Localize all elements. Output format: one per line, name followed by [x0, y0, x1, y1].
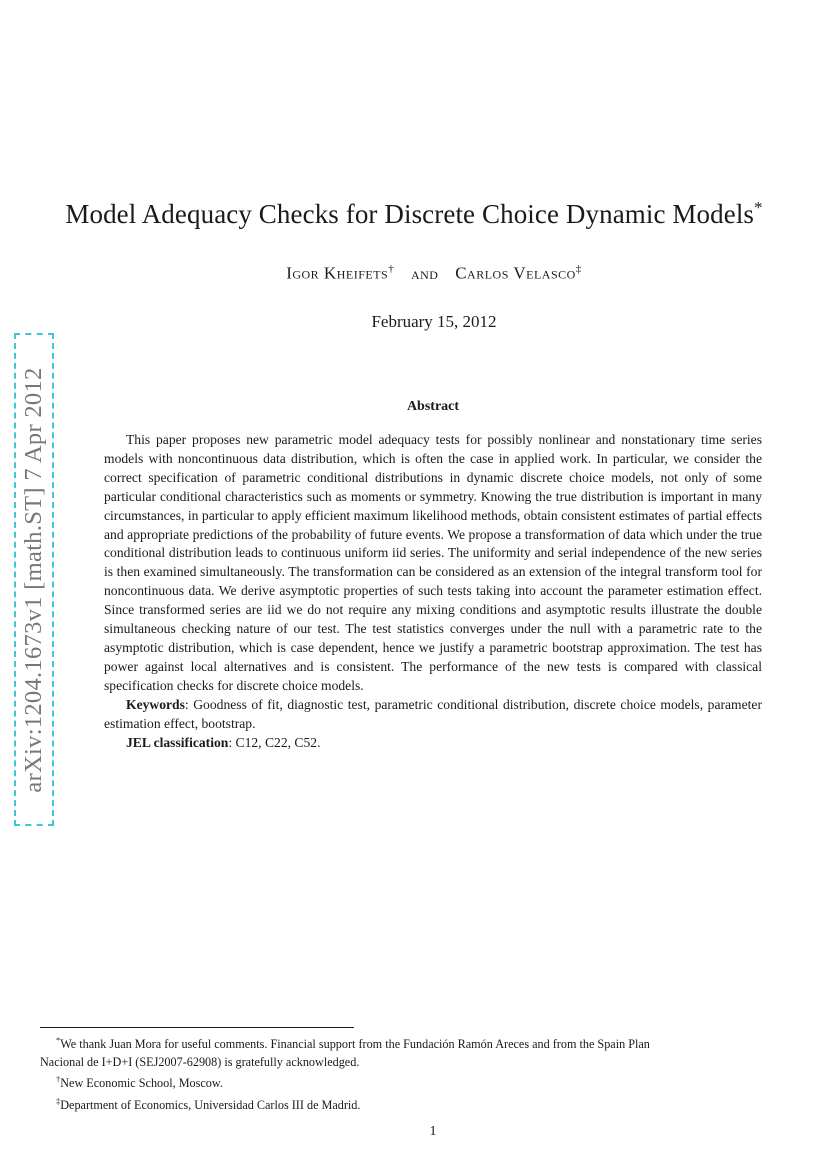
keywords-text: : Goodness of fit, diagnostic test, parametric conditional distribution, discrete choice models, parameter estimation effect, bootstrap.	[104, 696, 762, 731]
paper-title	[0, 198, 828, 230]
footnotes	[40, 1032, 828, 1114]
jel-label: JEL classification	[126, 734, 229, 750]
paper-title-text: Model Adequacy Checks for Discrete Choice Dynamic Models	[65, 199, 755, 229]
keywords-label: Keywords	[126, 696, 185, 712]
author-kheifets: Igor Kheifets	[286, 263, 389, 283]
paper-date: February 15, 2012	[371, 312, 497, 331]
footnote-1-mark: *	[56, 1035, 61, 1045]
footnote-2	[40, 1071, 828, 1093]
abstract-heading: Abstract	[406, 399, 460, 414]
author-kheifets-mark: †	[388, 263, 395, 275]
footnote-3-mark: ‡	[56, 1095, 61, 1106]
page-number: 1	[429, 1124, 437, 1139]
footnote-2-mark: †	[56, 1074, 61, 1085]
keywords-line	[104, 696, 762, 734]
jel-text: : C12, C22, C52.	[228, 734, 321, 750]
footnote-3-text: Department of Economics, Universidad Carlos III de Madrid.	[60, 1097, 361, 1112]
abstract-block	[104, 431, 762, 752]
footnote-1	[40, 1032, 828, 1054]
footnote-3	[40, 1093, 828, 1115]
abstract-body: This paper proposes new parametric model adequacy tests for possibly nonlinear and nonstationary time series models with noncontinuous data distribution, which is often the case in applied work. In particular, we consider the correct specification of parametric conditional distributions in dynamic discrete choice models, not only of some particular conditional characteristics such as moments or symmetry. Knowing the true distribution is important in many circumstances, in particular to apply efficient maximum likelihood methods, obtain consistent estimates of partial effects and appropriate predictions of the probability of future events. We propose a transformation of data which under the true conditional distribution leads to continuous uniform iid series. The uniformity and serial independence of the new series is then examined simultaneously. The transformation can be considered as an extension of the integral transform tool for noncontinuous data. We derive asymptotic properties of such tests taking into account the parameter estimation effect. Since transformed series are iid we do not require any mixing conditions and asymptotic results illustrate the double simultaneous checking nature of our test. The test statistics converges under the null with a parametric rate to the asymptotic distribution, which is case dependent, hence we justify a parametric bootstrap approximation. The test has power against local alternatives and is consistent. The performance of the new tests is compared with classical specification checks for discrete choice models.	[104, 432, 762, 693]
author-velasco: Carlos Velasco	[455, 263, 576, 283]
footnote-1-cont: Nacional de I+D+I (SEJ2007-62908) is gratefully acknowledged.	[40, 1054, 360, 1069]
footnote-rule	[40, 1027, 354, 1028]
footnote-1-line1: We thank Juan Mora for useful comments. Financial support from the Fundación Ramón Areces and from the Spain Plan	[60, 1037, 650, 1052]
author-joiner: and	[410, 263, 439, 283]
footnote-2-text: New Economic School, Moscow.	[60, 1076, 223, 1091]
jel-line	[104, 734, 762, 753]
author-velasco-mark: ‡	[575, 263, 582, 275]
title-footnote-mark: *	[754, 198, 763, 217]
author-line	[0, 263, 828, 284]
arxiv-stamp-text: arXiv:1204.1673v1 [math.ST] 7 Apr 2012	[20, 367, 47, 793]
